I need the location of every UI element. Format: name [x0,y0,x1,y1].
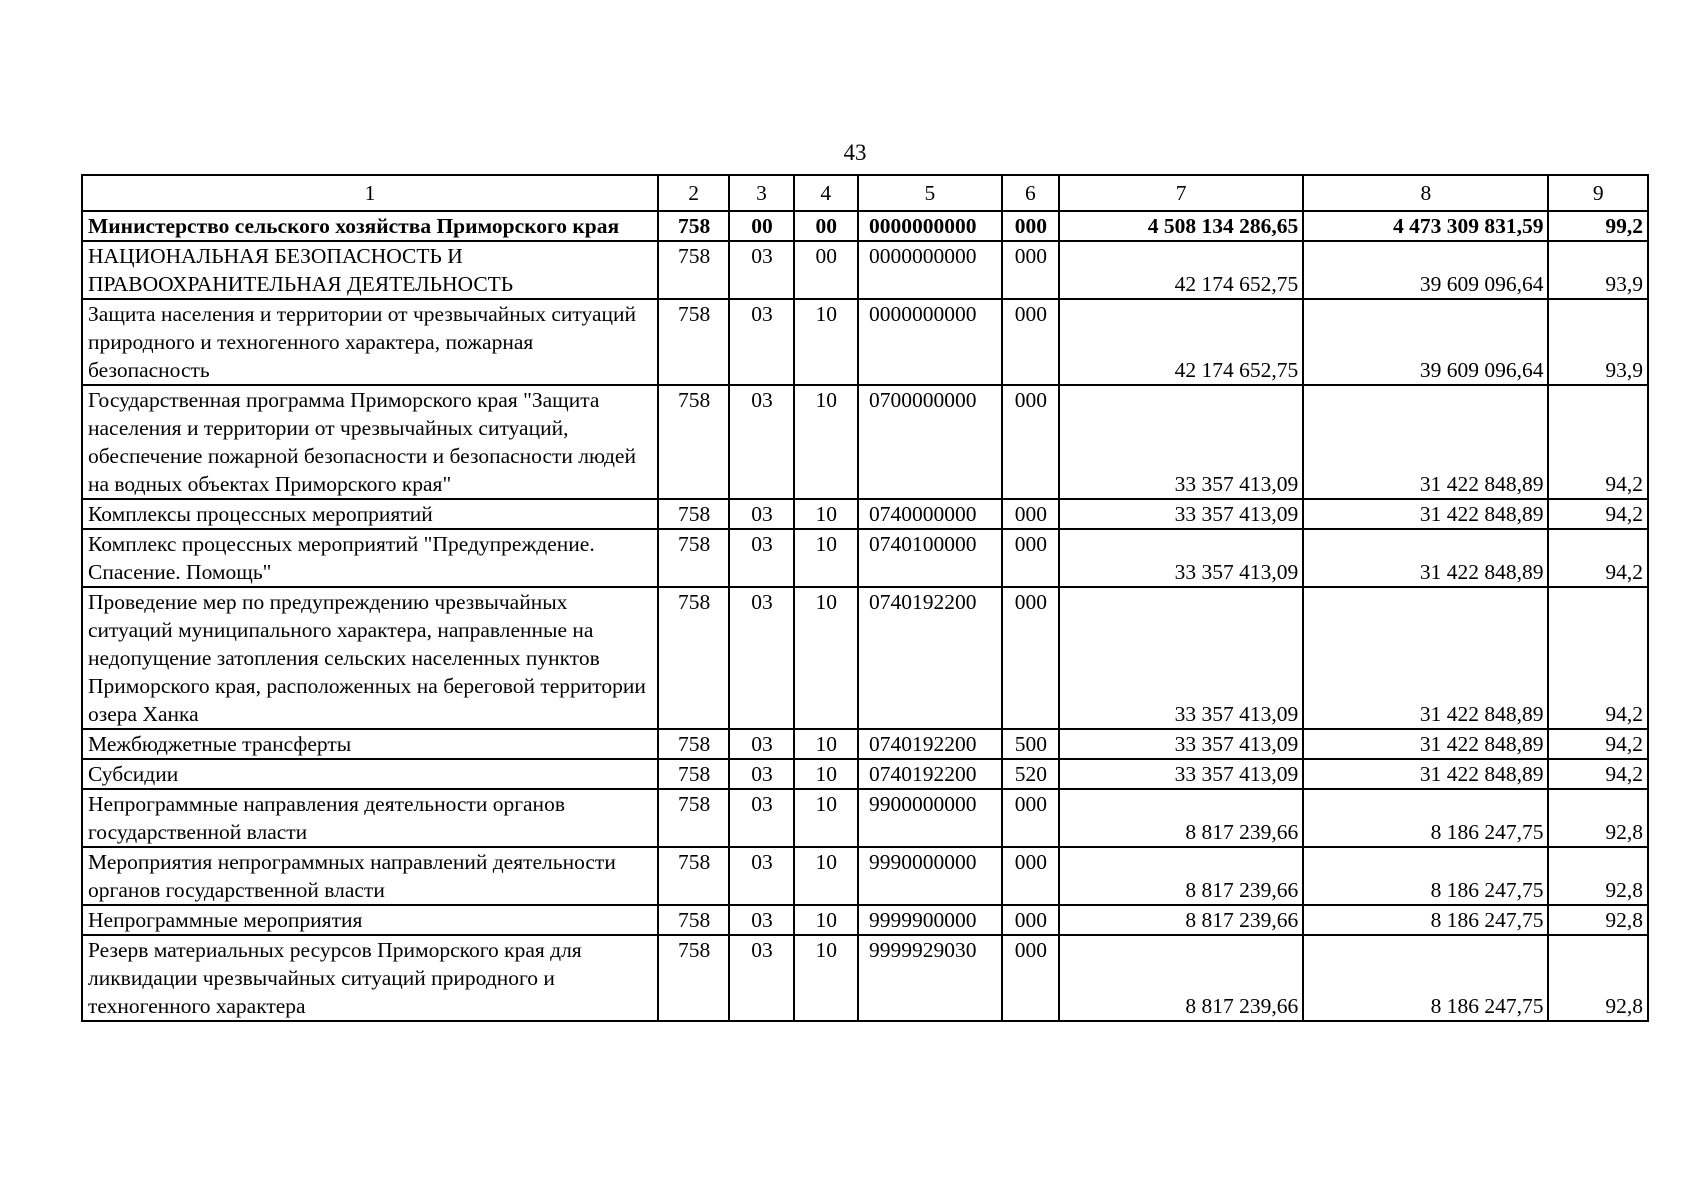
subsection-cell: 10 [794,789,858,847]
section-cell: 03 [729,499,793,529]
target-article-cell: 0740192200 [858,587,1002,729]
execution-percent-cell: 94,2 [1548,529,1648,587]
planned-amount-cell: 33 357 413,09 [1059,729,1303,759]
planned-amount-cell: 33 357 413,09 [1059,385,1303,499]
code-cell: 758 [658,299,729,385]
section-cell: 03 [729,529,793,587]
execution-percent-cell: 94,2 [1548,385,1648,499]
subsection-cell: 10 [794,385,858,499]
section-cell: 03 [729,729,793,759]
code-cell: 758 [658,759,729,789]
planned-amount-cell: 33 357 413,09 [1059,759,1303,789]
row-name-cell: Комплекс процессных мероприятий "Предупреждение. Спасение. Помощь" [82,529,658,587]
row-name-cell: Непрограммные направления деятельности органов государственной власти [82,789,658,847]
target-article-cell: 0740100000 [858,529,1002,587]
planned-amount-cell: 42 174 652,75 [1059,241,1303,299]
row-name-cell: Мероприятия непрограммных направлений деятельности органов государственной власти [82,847,658,905]
table-row [82,789,1648,847]
expense-type-cell: 000 [1002,789,1059,847]
row-name-cell: Государственная программа Приморского края "Защита населения и территории от чрезвычайных ситуаций, обеспечение пожарной безопасности и безопасности людей на водных объектах Приморского края" [82,385,658,499]
planned-amount-cell: 4 508 134 286,65 [1059,211,1303,241]
planned-amount-cell: 42 174 652,75 [1059,299,1303,385]
planned-amount-cell: 8 817 239,66 [1059,789,1303,847]
section-cell: 00 [729,211,793,241]
budget-table [81,174,1649,1022]
expense-type-cell: 000 [1002,499,1059,529]
row-name-cell: Министерство сельского хозяйства Приморского края [82,211,658,241]
table-row [82,529,1648,587]
execution-percent-cell: 94,2 [1548,587,1648,729]
subsection-cell: 10 [794,759,858,789]
executed-amount-cell: 31 422 848,89 [1303,729,1548,759]
column-header: 4 [794,175,858,211]
planned-amount-cell: 33 357 413,09 [1059,499,1303,529]
code-cell: 758 [658,905,729,935]
section-cell: 03 [729,587,793,729]
code-cell: 758 [658,847,729,905]
planned-amount-cell: 33 357 413,09 [1059,529,1303,587]
table-row [82,935,1648,1021]
table-row [82,299,1648,385]
expense-type-cell: 000 [1002,241,1059,299]
code-cell: 758 [658,499,729,529]
subsection-cell: 10 [794,847,858,905]
section-cell: 03 [729,847,793,905]
row-name-cell: Субсидии [82,759,658,789]
executed-amount-cell: 39 609 096,64 [1303,241,1548,299]
table-row [82,385,1648,499]
expense-type-cell: 000 [1002,385,1059,499]
subsection-cell: 10 [794,587,858,729]
expense-type-cell: 000 [1002,299,1059,385]
column-header: 1 [82,175,658,211]
table-header-row [82,175,1648,211]
target-article-cell: 9900000000 [858,789,1002,847]
execution-percent-cell: 92,8 [1548,847,1648,905]
executed-amount-cell: 31 422 848,89 [1303,759,1548,789]
subsection-cell: 10 [794,499,858,529]
table-row [82,211,1648,241]
target-article-cell: 0740000000 [858,499,1002,529]
execution-percent-cell: 93,9 [1548,241,1648,299]
expense-type-cell: 000 [1002,211,1059,241]
expense-type-cell: 000 [1002,529,1059,587]
execution-percent-cell: 99,2 [1548,211,1648,241]
subsection-cell: 00 [794,241,858,299]
column-header: 3 [729,175,793,211]
target-article-cell: 9990000000 [858,847,1002,905]
execution-percent-cell: 93,9 [1548,299,1648,385]
expense-type-cell: 000 [1002,905,1059,935]
row-name-cell: Проведение мер по предупреждению чрезвычайных ситуаций муниципального характера, направленные на недопущение затопления сельских населенных пунктов Приморского края, расположенных на береговой территории озера Ханка [82,587,658,729]
execution-percent-cell: 92,8 [1548,935,1648,1021]
execution-percent-cell: 94,2 [1548,729,1648,759]
execution-percent-cell: 92,8 [1548,905,1648,935]
section-cell: 03 [729,905,793,935]
executed-amount-cell: 31 422 848,89 [1303,529,1548,587]
execution-percent-cell: 92,8 [1548,789,1648,847]
code-cell: 758 [658,587,729,729]
section-cell: 03 [729,385,793,499]
target-article-cell: 0000000000 [858,241,1002,299]
execution-percent-cell: 94,2 [1548,759,1648,789]
target-article-cell: 0740192200 [858,729,1002,759]
column-header: 6 [1002,175,1059,211]
executed-amount-cell: 8 186 247,75 [1303,847,1548,905]
section-cell: 03 [729,789,793,847]
page-number: 43 [843,140,867,165]
target-article-cell: 0000000000 [858,299,1002,385]
table-row [82,729,1648,759]
column-header: 7 [1059,175,1303,211]
executed-amount-cell: 39 609 096,64 [1303,299,1548,385]
target-article-cell: 0000000000 [858,211,1002,241]
code-cell: 758 [658,211,729,241]
executed-amount-cell: 8 186 247,75 [1303,935,1548,1021]
section-cell: 03 [729,759,793,789]
row-name-cell: НАЦИОНАЛЬНАЯ БЕЗОПАСНОСТЬ И ПРАВООХРАНИТЕЛЬНАЯ ДЕЯТЕЛЬНОСТЬ [82,241,658,299]
subsection-cell: 10 [794,729,858,759]
expense-type-cell: 500 [1002,729,1059,759]
row-name-cell: Межбюджетные трансферты [82,729,658,759]
executed-amount-cell: 4 473 309 831,59 [1303,211,1548,241]
executed-amount-cell: 8 186 247,75 [1303,905,1548,935]
table-row [82,241,1648,299]
table-row [82,905,1648,935]
row-name-cell: Комплексы процессных мероприятий [82,499,658,529]
row-name-cell: Резерв материальных ресурсов Приморского края для ликвидации чрезвычайных ситуаций природного и техногенного характера [82,935,658,1021]
target-article-cell: 0700000000 [858,385,1002,499]
section-cell: 03 [729,299,793,385]
target-article-cell: 0740192200 [858,759,1002,789]
table-row [82,759,1648,789]
subsection-cell: 00 [794,211,858,241]
executed-amount-cell: 31 422 848,89 [1303,499,1548,529]
planned-amount-cell: 8 817 239,66 [1059,935,1303,1021]
expense-type-cell: 000 [1002,587,1059,729]
executed-amount-cell: 31 422 848,89 [1303,587,1548,729]
subsection-cell: 10 [794,529,858,587]
code-cell: 758 [658,935,729,1021]
column-header: 2 [658,175,729,211]
code-cell: 758 [658,789,729,847]
subsection-cell: 10 [794,905,858,935]
section-cell: 03 [729,241,793,299]
executed-amount-cell: 31 422 848,89 [1303,385,1548,499]
table-row [82,847,1648,905]
code-cell: 758 [658,241,729,299]
column-header: 8 [1303,175,1548,211]
subsection-cell: 10 [794,299,858,385]
table-row [82,587,1648,729]
planned-amount-cell: 33 357 413,09 [1059,587,1303,729]
target-article-cell: 9999900000 [858,905,1002,935]
table-row [82,499,1648,529]
planned-amount-cell: 8 817 239,66 [1059,847,1303,905]
executed-amount-cell: 8 186 247,75 [1303,789,1548,847]
execution-percent-cell: 94,2 [1548,499,1648,529]
code-cell: 758 [658,385,729,499]
subsection-cell: 10 [794,935,858,1021]
planned-amount-cell: 8 817 239,66 [1059,905,1303,935]
target-article-cell: 9999929030 [858,935,1002,1021]
column-header: 5 [858,175,1002,211]
code-cell: 758 [658,529,729,587]
code-cell: 758 [658,729,729,759]
column-header: 9 [1548,175,1648,211]
row-name-cell: Защита населения и территории от чрезвычайных ситуаций природного и техногенного характера, пожарная безопасность [82,299,658,385]
row-name-cell: Непрограммные мероприятия [82,905,658,935]
section-cell: 03 [729,935,793,1021]
expense-type-cell: 000 [1002,935,1059,1021]
expense-type-cell: 520 [1002,759,1059,789]
expense-type-cell: 000 [1002,847,1059,905]
